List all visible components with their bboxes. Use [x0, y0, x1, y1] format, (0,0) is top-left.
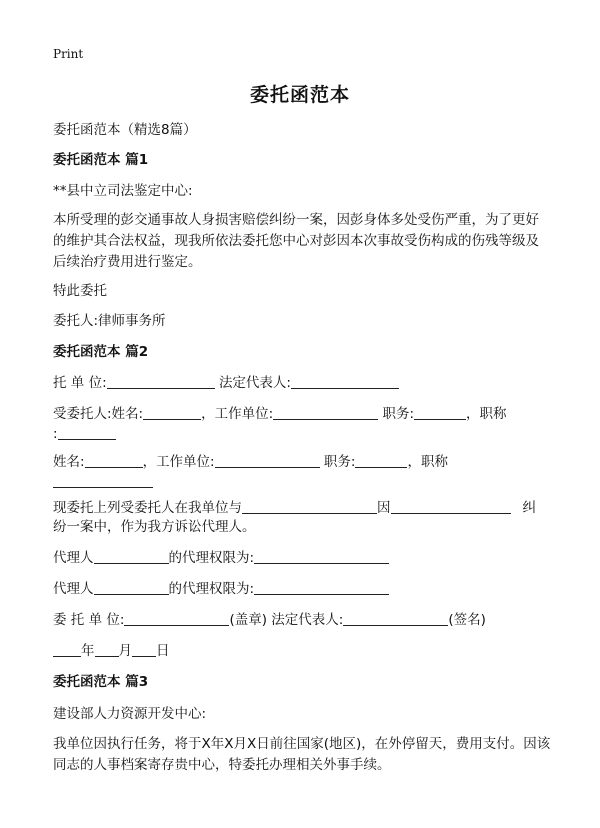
title-label: 职称 [420, 454, 448, 470]
title-label: 职称 [479, 406, 507, 422]
section1-body: 本所受理的彭交通事故人身损害赔偿纠纷一案，因彭身体多处受伤严重，为了更好的维护其合法权益，现我所依法委托您中心对彭因本次事故受伤构成的伤残等级及后续治疗费用进行鉴定。 [53, 212, 539, 270]
agent-label: 代理人 [53, 581, 94, 597]
month-label: 月 [118, 643, 132, 659]
comma: ， [466, 406, 480, 422]
signature-row [53, 610, 486, 631]
year-label: 年 [81, 643, 95, 659]
case-text-c: 纠 [522, 500, 536, 516]
section3-recipient: 建设部人力资源开发中心: [53, 706, 207, 722]
case-text-b: 因 [377, 500, 391, 516]
intro-line: 委托函范本（精选8篇） [53, 122, 197, 138]
section1-recipient: **县中立司法鉴定中心: [53, 183, 193, 199]
legal-rep-blank[interactable] [291, 374, 399, 389]
principal-blank[interactable] [124, 611, 229, 626]
date-row [53, 641, 170, 662]
agent-blank[interactable] [94, 549, 169, 564]
title-blank[interactable] [53, 473, 153, 488]
principal-label: 委 托 单 位: [53, 612, 125, 628]
post-blank[interactable] [355, 453, 407, 468]
legal-rep-label: 法定代表人: [218, 375, 291, 391]
section1-signer: 委托人:律师事务所 [53, 313, 166, 329]
agent-row-2 [53, 452, 448, 473]
sign-label: (签名) [448, 612, 486, 628]
section2-heading: 委托函范本 篇2 [53, 344, 149, 360]
agent-blank[interactable] [94, 580, 169, 595]
case-row [53, 498, 536, 519]
post-blank[interactable] [414, 405, 466, 420]
day-blank[interactable] [132, 642, 156, 657]
day-label: 日 [156, 643, 170, 659]
case-cause-blank[interactable] [391, 499, 511, 514]
year-blank[interactable] [53, 642, 81, 657]
work-unit-label: 工作单位: [214, 406, 274, 422]
post-label: 职务: [382, 406, 415, 422]
section3-heading: 委托函范本 篇3 [53, 674, 149, 690]
legal-rep2-blank[interactable] [343, 611, 448, 626]
legal-rep2-label: 法定代表人: [271, 612, 344, 628]
comma: ， [407, 454, 421, 470]
section1-closing: 特此委托 [53, 283, 107, 299]
agent-row-1 [53, 404, 507, 425]
work-unit-blank[interactable] [215, 453, 320, 468]
section3-body: 我单位因执行任务，将于X年X月X日前往国家(地区)，在外停留天，费用支付。因该同志的人事档案寄存贵中心，特委托办理相关外事手续。 [53, 736, 551, 773]
work-unit-label: 工作单位: [156, 454, 215, 470]
agent-name-label: 受委托人:姓名: [53, 406, 144, 422]
section1-heading: 委托函范本 篇1 [53, 152, 149, 168]
unit-label: 托 单 位: [53, 375, 107, 391]
colon: : [53, 426, 58, 442]
authority-blank[interactable] [254, 549, 389, 564]
name-blank[interactable] [85, 453, 143, 468]
page-title: 委托函范本 [249, 84, 350, 106]
principal-unit-row [53, 373, 399, 394]
month-blank[interactable] [95, 642, 119, 657]
agent-name-blank[interactable] [143, 405, 201, 420]
opposing-party-blank[interactable] [242, 499, 377, 514]
print-label: Print [53, 47, 84, 61]
title-blank[interactable] [58, 425, 116, 440]
comma: ， [201, 406, 215, 422]
comma: ， [142, 454, 157, 470]
unit-blank[interactable] [107, 374, 215, 389]
authority-label: 的代理权限为: [168, 581, 255, 597]
agent-authority-1 [53, 548, 389, 569]
case-row-cont: 纷一案中，作为我方诉讼代理人。 [53, 519, 256, 535]
case-text-a: 现委托上列受委托人在我单位与 [53, 500, 242, 516]
post-label: 职务: [323, 454, 356, 470]
authority-blank[interactable] [254, 580, 389, 595]
agent-authority-2 [53, 579, 389, 600]
agent-row-1-cont [53, 424, 116, 445]
authority-label: 的代理权限为: [168, 550, 255, 566]
seal-label: (盖章) [229, 612, 267, 628]
work-unit-blank[interactable] [273, 405, 378, 420]
agent-label: 代理人 [53, 550, 94, 566]
agent-row-2-cont [53, 472, 153, 493]
name-label: 姓名: [53, 454, 85, 470]
